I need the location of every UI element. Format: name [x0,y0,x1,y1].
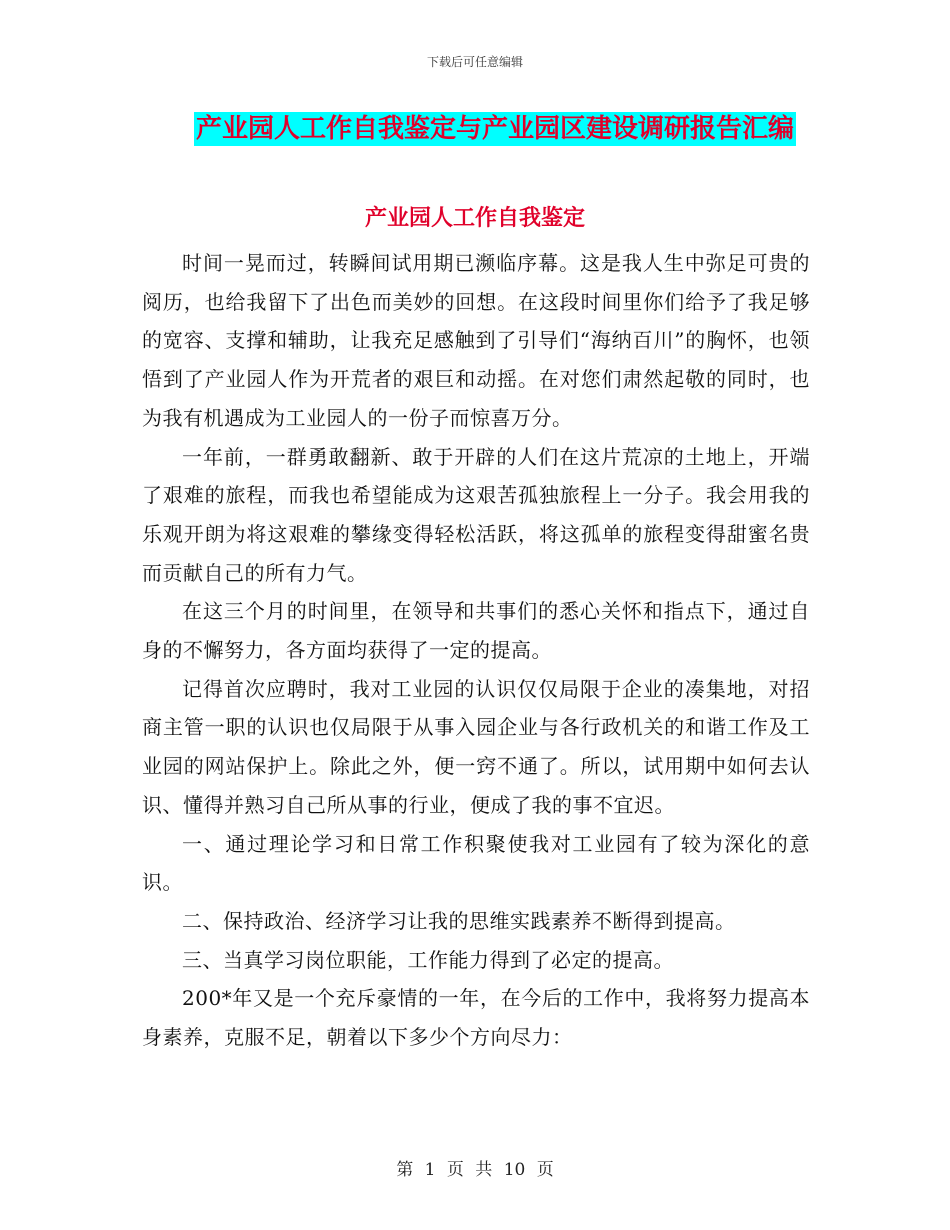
body-text [142,244,810,1057]
paragraph-7: 三、当真学习岗位职能，工作能力得到了必定的提高。 [182,947,674,972]
document-title: 产业园人工作自我鉴定与产业园区建设调研报告汇编 [196,114,795,144]
section-title: 产业园人工作自我鉴定 [364,206,585,231]
paragraph-4: 记得首次应聘时，我对工业园的认识仅仅局限于企业的凑集地，对招商主管一职的认识也仅局限于从事入园企业与各行政机关的和谐工作及工业园的网站保护上。除此之外，便一窍不通了。所以，试用期中如何去认识、懂得并熟习自己所从事的行业，便成了我的事不宜迟。 [142,676,810,817]
paragraph-8: 200*年又是一个充斥豪情的一年，在今后的工作中，我将努力提高本身素养，克服不足，朝着以下多少个方向尽力： [142,986,810,1050]
paragraph-1: 时间一晃而过，转瞬间试用期已濒临序幕。这是我人生中弥足可贵的阅历，也给我留下了出色而美妙的回想。在这段时间里你们给予了我足够的宽容、支撑和辅助，让我充足感触到了引导们“海纳百川”的胸怀，也领悟到了产业园人作为开荒者的艰巨和动摇。在对您们肃然起敬的同时，也为我有机遇成为工业园人的一份子而惊喜万分。 [142,251,810,430]
paragraph-5: 一、通过理论学习和日常工作积聚使我对工业园有了较为深化的意识。 [142,831,810,895]
paragraph-2: 一年前，一群勇敢翻新、敢于开辟的人们在这片荒凉的土地上，开端了艰难的旅程，而我也希望能成为这艰苦孤独旅程上一分子。我会用我的乐观开朗为将这艰难的攀缘变得轻松活跃，将这孤单的旅程变得甜蜜名贵而贡献自己的所有力气。 [142,444,810,585]
paragraph-3: 在这三个月的时间里，在领导和共事们的悉心关怀和指点下，通过自身的不懈努力，各方面均获得了一定的提高。 [142,599,810,663]
header-note: 下载后可任意编辑 [426,55,523,69]
paragraph-6: 二、保持政治、经济学习让我的思维实践素养不断得到提高。 [182,908,736,933]
page-footer: 第 1 页 共 10 页 [396,1160,554,1180]
